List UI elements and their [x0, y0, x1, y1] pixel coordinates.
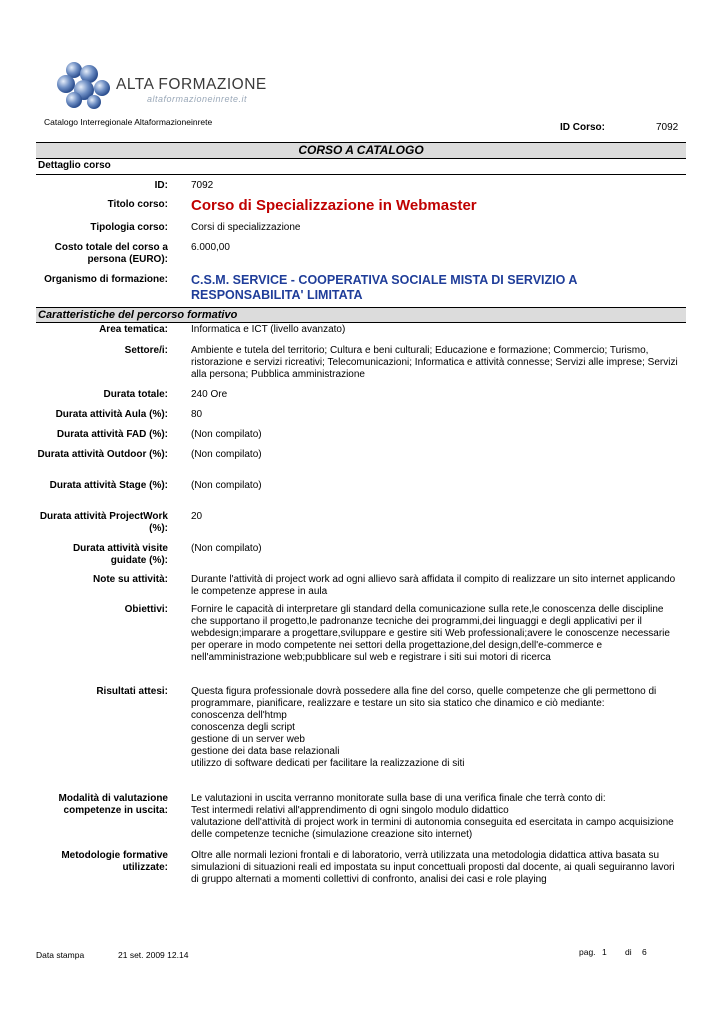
value-obiettivi: Fornire le capacità di interpretare gli standard della comunicazione sulla rete,le conoscenza delle discipline che supportano il progetto,le padronanze tecniche dei programmi,dei linguaggi e degli applicativi per il webdesign;imparare a progettare,sviluppare e gestire siti Web professionali;avere le conoscenze necessarie per operare in modo competente nei settori della progettazione,del design,dell'e-commerce e nell'amministrazione web;pubblicare sul web e registrare i siti sui motori di ricerca [191, 604, 670, 663]
footer-page-number: 1 [602, 947, 607, 957]
value-durata-outdoor: (Non compilato) [191, 449, 262, 460]
label-metodologie-formative: Metodologie formative utilizzate: [61, 850, 168, 873]
section-caratteristiche [36, 307, 686, 323]
footer-page-label: pag. [579, 947, 596, 957]
section-caratteristiche-title: Caratteristiche del percorso formativo [38, 309, 238, 321]
value-durata-stage: (Non compilato) [191, 480, 262, 491]
label-tipologia-corso: Tipologia corso: [90, 222, 168, 233]
value-area-tematica: Informatica e ICT (livello avanzato) [191, 324, 346, 335]
value-id: 7092 [191, 180, 214, 191]
label-area-tematica: Area tematica: [99, 324, 168, 335]
catalog-name: Catalogo Interregionale Altaformazioneinrete [44, 117, 213, 127]
value-durata-aula: 80 [191, 409, 203, 420]
logo-spheres-icon [54, 60, 116, 110]
label-organismo: Organismo di formazione: [44, 274, 168, 285]
label-durata-projectwork: Durata attività ProjectWork (%): [39, 511, 168, 534]
footer-of-label: di [625, 947, 632, 957]
value-durata-projectwork: 20 [191, 511, 203, 522]
section-dettaglio-corso: Dettaglio corso [38, 160, 111, 171]
value-costo-totale: 6.000,00 [191, 242, 230, 253]
label-durata-outdoor: Durata attività Outdoor (%): [37, 449, 168, 460]
logo-subtitle: altaformazioneinrete.it [147, 94, 248, 104]
value-note-attivita: Durante l'attività di project work ad ogni allievo sarà affidata il compito di realizzare un sito internet applicando le competenze apprese in aula [191, 574, 676, 597]
value-durata-totale: 240 Ore [191, 389, 228, 400]
label-durata-totale: Durata totale: [103, 389, 168, 400]
footer-page-total: 6 [642, 947, 647, 957]
label-note-attivita: Note su attività: [92, 574, 168, 585]
logo-title: ALTA FORMAZIONE [116, 76, 267, 93]
title-bar [36, 142, 686, 159]
id-corso-value: 7092 [656, 122, 679, 133]
label-risultati-attesi: Risultati attesi: [96, 686, 168, 697]
label-durata-fad: Durata attività FAD (%): [56, 429, 168, 440]
value-durata-fad: (Non compilato) [191, 429, 262, 440]
value-durata-visite-guidate: (Non compilato) [191, 543, 262, 554]
separator [36, 174, 686, 175]
label-titolo-corso: Titolo corso: [107, 199, 168, 210]
value-tipologia-corso: Corsi di specializzazione [191, 222, 301, 233]
label-id: ID: [154, 180, 168, 191]
page-title: CORSO A CATALOGO [298, 143, 424, 157]
footer-data-stampa-label: Data stampa [36, 950, 85, 960]
footer-data-stampa-value: 21 set. 2009 12.14 [118, 950, 189, 960]
id-corso-label: ID Corso: [560, 122, 605, 133]
value-metodologie-formative: Oltre alle normali lezioni frontali e di laboratorio, verrà utilizzata una metodologia didattica attiva basata su simulazioni di situazioni reali ed impostata su input concettuali proposti dal docente, ai quali seguiranno lavori di gruppo alternati a momenti collettivi di confronto, analisi dei casi e role playing [191, 850, 675, 885]
label-durata-stage: Durata attività Stage (%): [49, 480, 168, 491]
value-settori: Ambiente e tutela del territorio; Cultura e beni culturali; Educazione e formazione; Commercio; Turismo, ristorazione e servizi ricreativi; Telecomunicazioni; Informatica e attività connesse; Servizi alle imprese; Servizi alla persona; Pubblica amministrazione [191, 345, 678, 380]
label-modalita-valutazione: Modalità di valutazione competenze in uscita: [58, 793, 168, 816]
label-durata-aula: Durata attività Aula (%): [55, 409, 168, 420]
label-costo-totale: Costo totale del corso a persona (EURO): [54, 242, 168, 265]
label-settori: Settore/i: [124, 345, 168, 356]
logo [54, 60, 267, 110]
value-organismo: C.S.M. SERVICE - COOPERATIVA SOCIALE MISTA DI SERVIZIO A RESPONSABILITA' LIMITATA [191, 273, 577, 302]
label-durata-visite-guidate: Durata attività visite guidate (%): [72, 543, 168, 566]
value-titolo-corso: Corso di Specializzazione in Webmaster [191, 197, 477, 214]
value-risultati-attesi: Questa figura professionale dovrà possedere alla fine del corso, quelle competenze che gli permettono di programmare, pianificare, realizzare e testare un sito sia statico che dinamico e ciò mediante: conoscenza dell'htmp conoscenza degli script gestione di un server web gestione dei data base relazionali utilizzo di software dedicati per facilitare la realizzazione di siti [191, 686, 657, 769]
value-modalita-valutazione: Le valutazioni in uscita verranno monitorate sulla base di una verifica finale che terrà conto di: Test intermedi relativi all'apprendimento di ogni singolo modulo didattico valutazione dell'attività di project work in termini di autonomia conseguita ed esercitata in campo acquisizione delle competenze tecniche (simulazione creazione sito internet) [191, 793, 674, 840]
label-obiettivi: Obiettivi: [124, 604, 168, 615]
